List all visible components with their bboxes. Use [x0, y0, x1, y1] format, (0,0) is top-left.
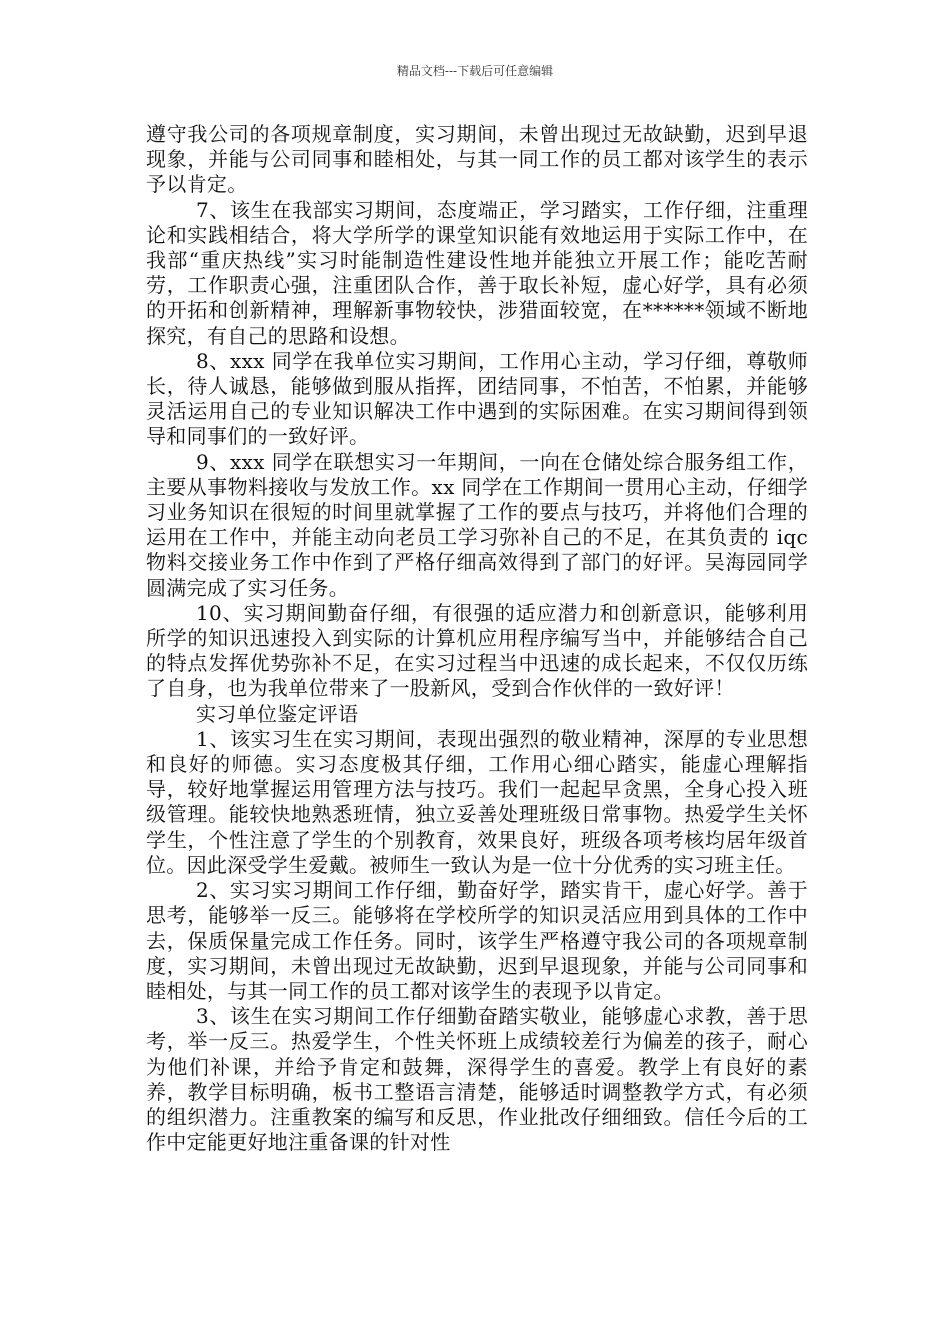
paragraph: 10、实习期间勤奋仔细，有很强的适应潜力和创新意识，能够利用所学的知识迅速投入到实际的计算机应用程序编写当中，并能够结合自己的特点发挥优势弥补不足，在实习过程当中迅速的成长起来，不仅仅历练了自身，也为我单位带来了一股新风，受到合作伙伴的一致好评！	[146, 600, 808, 701]
document-body	[146, 122, 808, 1155]
paragraph: 7、该生在我部实习期间，态度端正，学习踏实，工作仔细，注重理论和实践相结合，将大学所学的课堂知识能有效地运用于实际工作中，在我部“重庆热线”实习时能制造性建设性地并能独立开展工作；能吃苦耐劳，工作职责心强，注重团队合作，善于取长补短，虚心好学，具有必须的开拓和创新精神，理解新事物较快，涉猎面较宽，在******领域不断地探究，有自己的思路和设想。	[146, 197, 808, 348]
paragraph: 1、该实习生在实习期间，表现出强烈的敬业精神，深厚的专业思想和良好的师德。实习态度极其仔细，工作用心细心踏实，能虚心理解指导，较好地掌握运用管理方法与技巧。我们一起起早贪黑，全身心投入班级管理。能较快地熟悉班情，独立妥善处理班级日常事物。热爱学生关怀学生，个性注意了学生的个别教育，效果良好，班级各项考核均居年级首位。因此深受学生爱戴。被师生一致认为是一位十分优秀的实习班主任。	[146, 726, 808, 877]
page-header: 精品文档---下载后可任意编辑	[396, 64, 554, 78]
paragraph: 遵守我公司的各项规章制度，实习期间，未曾出现过无故缺勤，迟到早退现象，并能与公司同事和睦相处，与其一同工作的员工都对该学生的表示予以肯定。	[146, 122, 808, 197]
paragraph: 3、该生在实习期间工作仔细勤奋踏实敬业，能够虚心求教，善于思考，举一反三。热爱学生，个性关怀班上成绩较差行为偏差的孩子，耐心为他们补课，并给予肯定和鼓舞，深得学生的喜爱。教学上有良好的素养，教学目标明确，板书工整语言清楚，能够适时调整教学方式，有必须的组织潜力。注重教案的编写和反思，作业批改仔细细致。信任今后的工作中定能更好地注重备课的针对性	[146, 1004, 808, 1155]
paragraph: 2、实习实习期间工作仔细，勤奋好学，踏实肯干，虚心好学。善于思考，能够举一反三。能够将在学校所学的知识灵活应用到具体的工作中去，保质保量完成工作任务。同时，该学生严格遵守我公司的各项规章制度，实习期间，未曾出现过无故缺勤，迟到早退现象，并能与公司同事和睦相处，与其一同工作的员工都对该学生的表现予以肯定。	[146, 878, 808, 1003]
section-heading: 实习单位鉴定评语	[196, 701, 359, 726]
paragraph: 9、xxx 同学在联想实习一年期间，一向在仓储处综合服务组工作，主要从事物料接收与发放工作。xx 同学在工作期间一贯用心主动，仔细学习业务知识在很短的时间里就掌握了工作的要点与技巧，并将他们合理的运用在工作中，并能主动向老员工学习弥补自己的不足，在其负责的 iqc 物料交接业务工作中作到了严格仔细高效得到了部门的好评。吴海园同学圆满完成了实习任务。	[146, 449, 808, 600]
paragraph: 8、xxx 同学在我单位实习期间，工作用心主动，学习仔细，尊敬师长，待人诚恳，能够做到服从指挥，团结同事，不怕苦，不怕累，并能够灵活运用自己的专业知识解决工作中遇到的实际困难。在实习期间得到领导和同事们的一致好评。	[146, 348, 808, 449]
